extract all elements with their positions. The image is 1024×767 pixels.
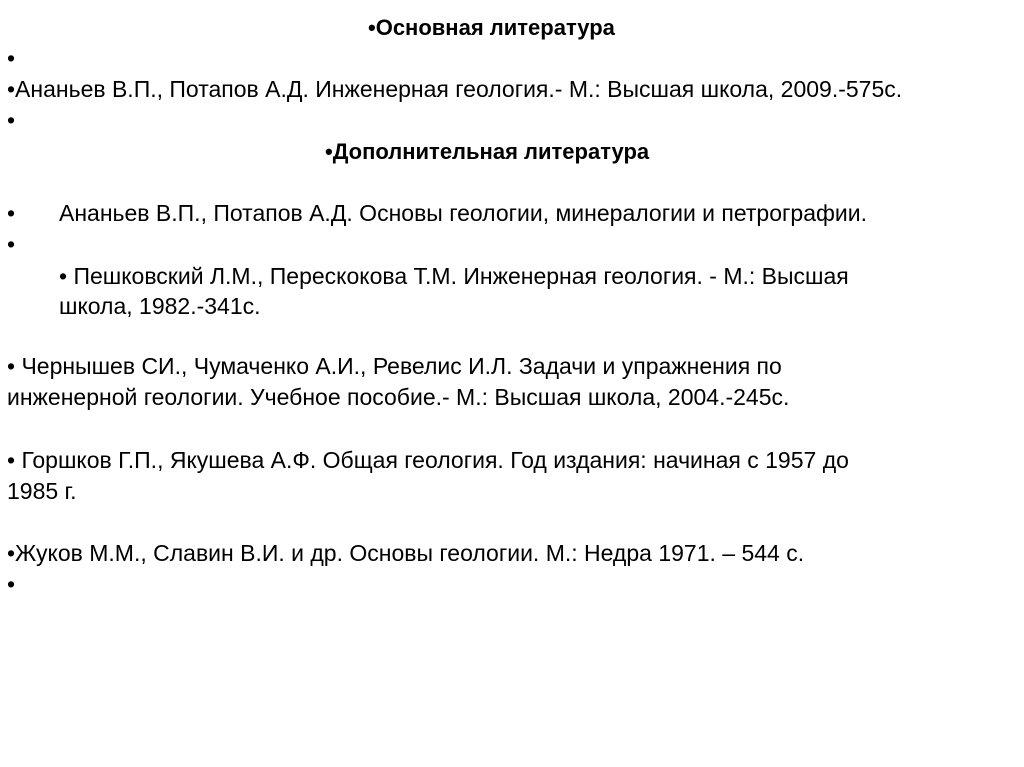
additional-literature-item-continuation: школа, 1982.-341с. <box>59 293 261 319</box>
additional-literature-item: • Чернышев СИ., Чумаченко А.И., Ревелис И.Л. Задачи и упражнения по <box>7 353 782 379</box>
additional-literature-item: Ананьев В.П., Потапов А.Д. Основы геологии, минералогии и петрографии. <box>59 200 867 226</box>
empty-bullet: • <box>7 571 16 597</box>
additional-literature-item-continuation: инженерной геологии. Учебное пособие.- М.: Высшая школа, 2004.-245с. <box>7 384 790 410</box>
main-literature-heading: •Основная литература <box>368 15 615 40</box>
bullet-marker: • <box>7 200 16 226</box>
empty-bullet: • <box>7 107 16 133</box>
additional-literature-item: •Жуков М.М., Славин В.И. и др. Основы геологии. М.: Недра 1971. – 544 с. <box>7 540 805 566</box>
additional-literature-item: • Горшков Г.П., Якушева А.Ф. Общая геология. Год издания: начиная с 1957 до <box>7 447 849 473</box>
additional-literature-item: • Пешковский Л.М., Перескокова Т.М. Инженерная геология. - М.: Высшая <box>59 263 849 289</box>
empty-bullet: • <box>7 45 16 71</box>
additional-literature-item-continuation: 1985 г. <box>7 478 77 504</box>
main-literature-item: •Ананьев В.П., Потапов А.Д. Инженерная геология.- М.: Высшая школа, 2009.-575с. <box>7 76 903 102</box>
additional-literature-heading: •Дополнительная литература <box>325 139 650 164</box>
empty-bullet: • <box>7 231 16 257</box>
